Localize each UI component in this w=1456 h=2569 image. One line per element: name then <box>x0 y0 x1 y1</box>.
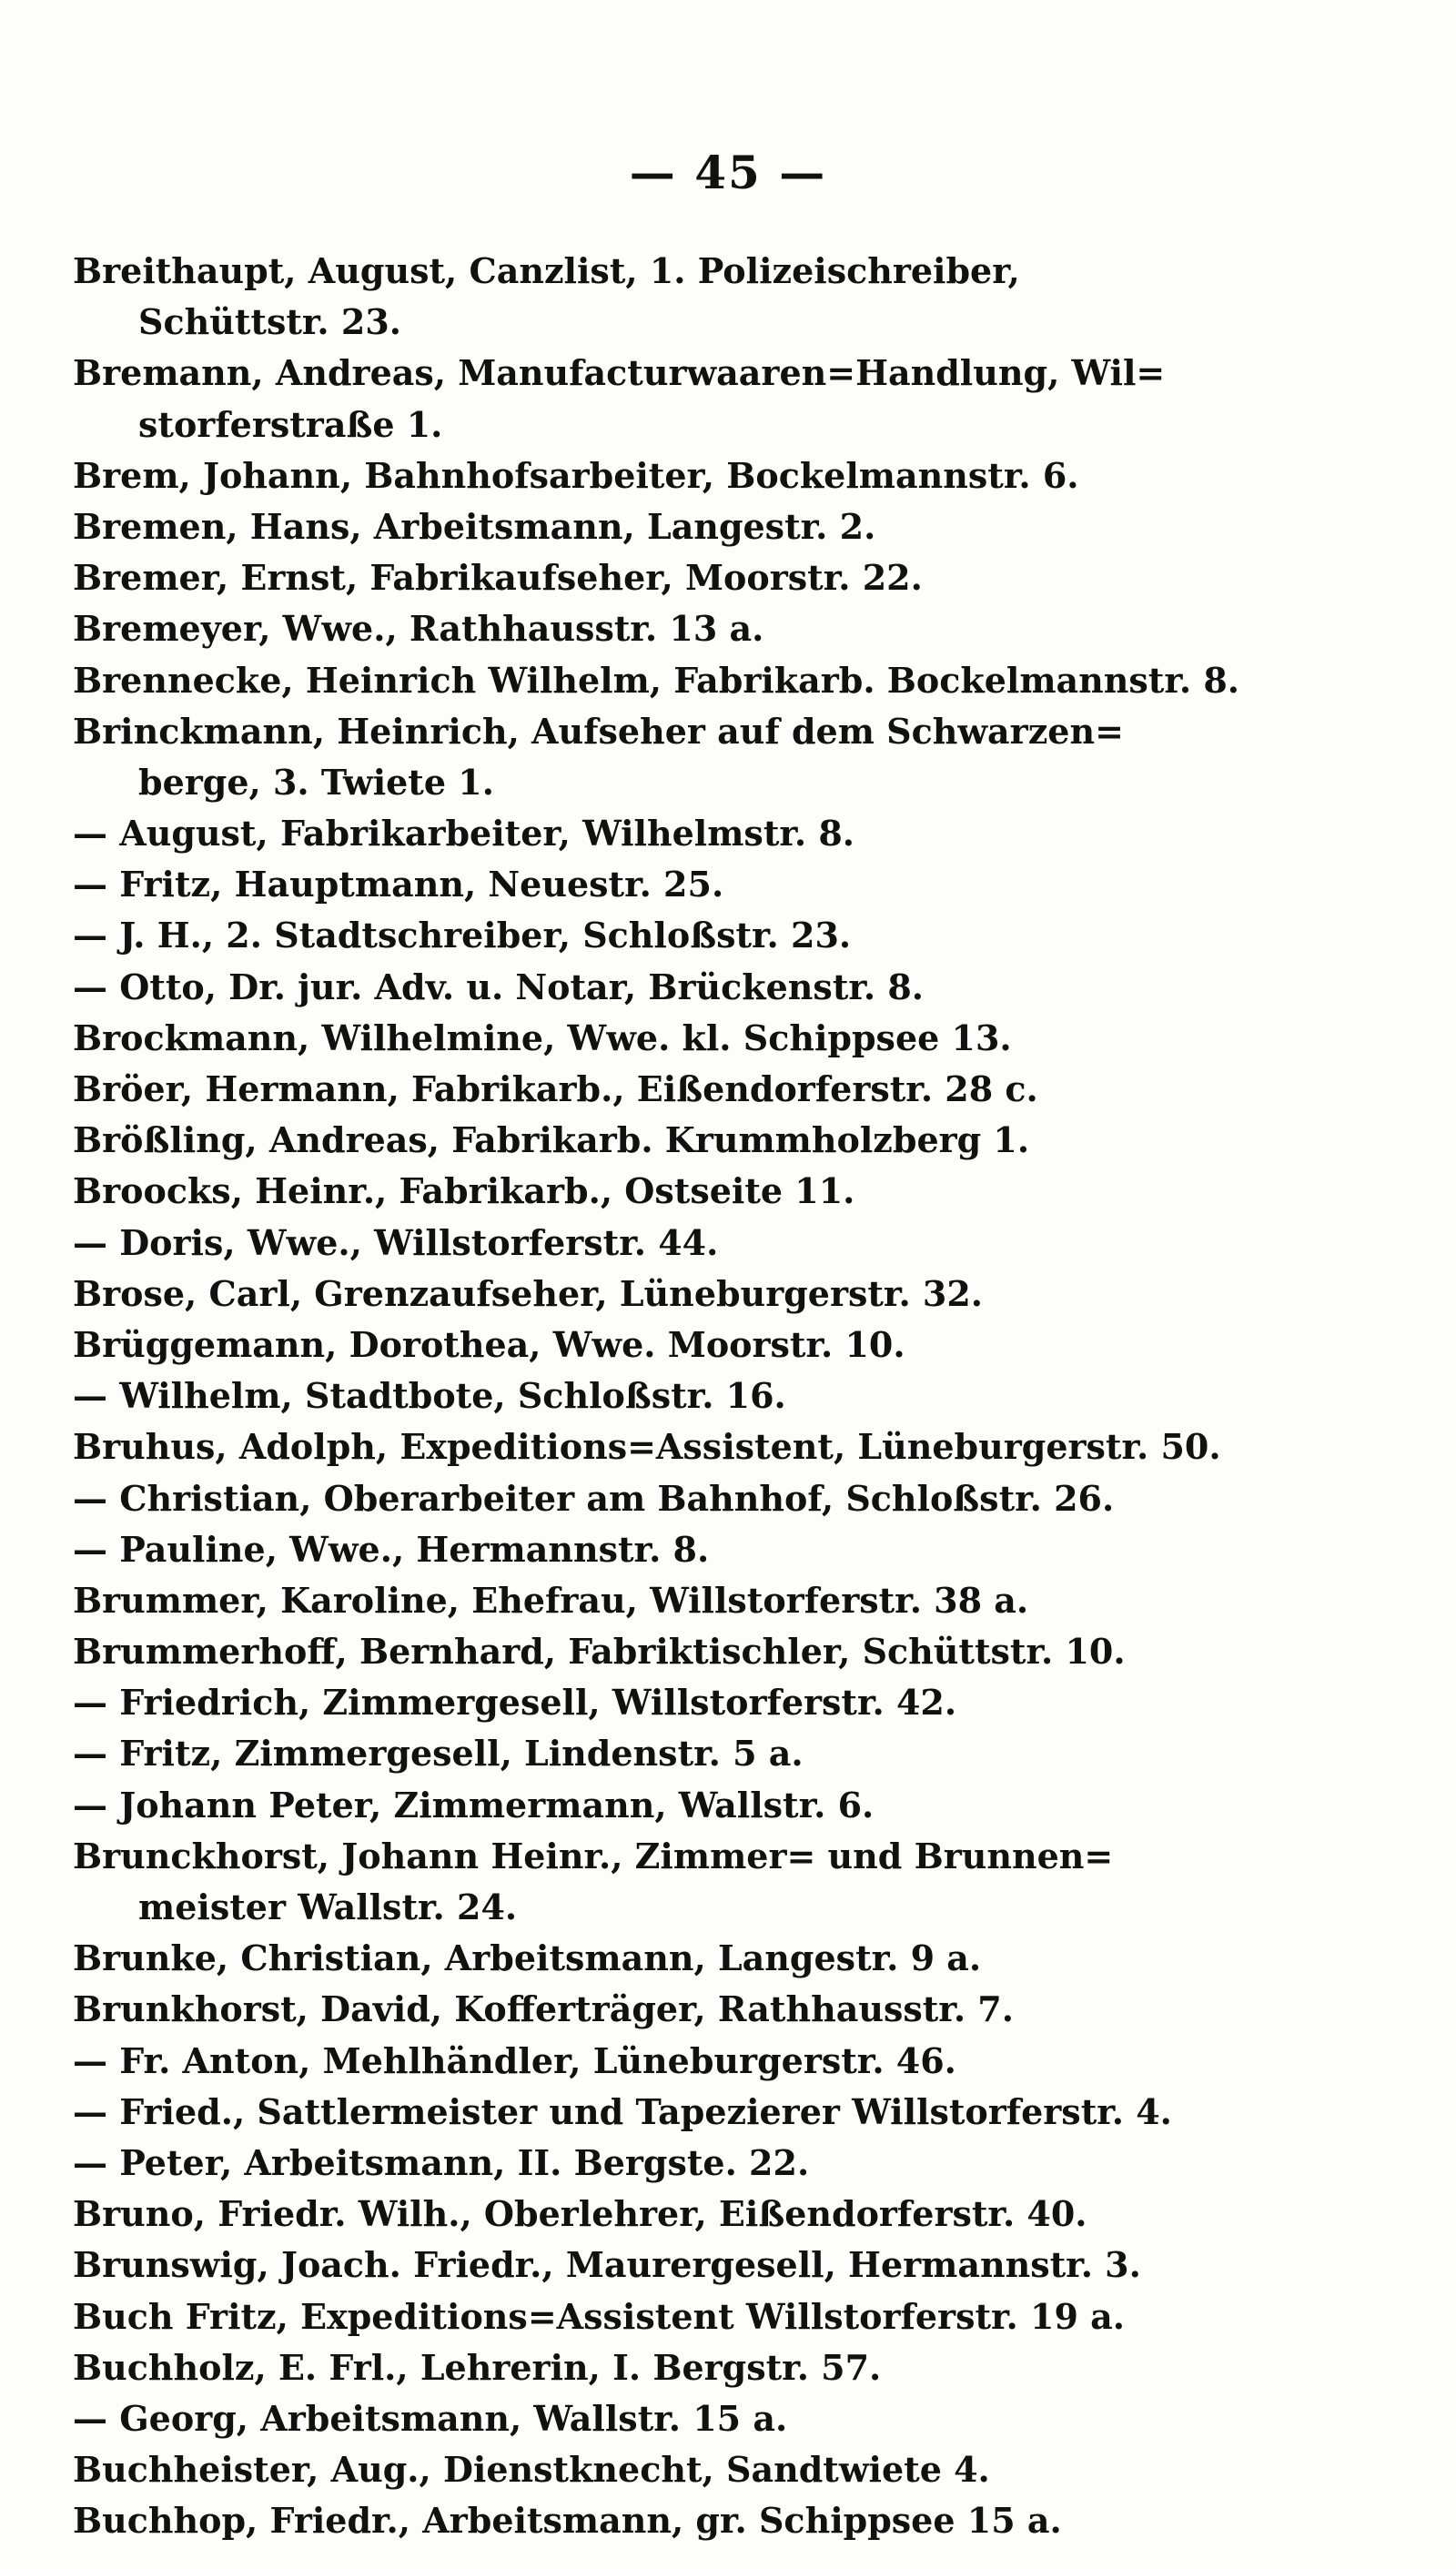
entry-line: — Otto, Dr. jur. Adv. u. Notar, Brückenstr. 8. <box>73 966 925 1007</box>
entry-line: Brose, Carl, Grenzaufseher, Lüneburgerstr. 32. <box>73 1272 984 1314</box>
entry-line: Brunckhorst, Johann Heinr., Zimmer= und Brunnen= <box>73 1835 1114 1876</box>
directory-entries <box>73 246 1410 2546</box>
entry-line: — Wilhelm, Stadtbote, Schloßstr. 16. <box>73 1375 786 1417</box>
entry-line: — Friedrich, Zimmergesell, Willstorferstr. 42. <box>73 1682 957 1724</box>
entry-line: — August, Fabrikarbeiter, Wilhelmstr. 8. <box>73 813 855 855</box>
entry-line: Brockmann, Wilhelmine, Wwe. kl. Schippsee 13. <box>73 1016 1012 1058</box>
entry-line: — Fried., Sattlermeister und Tapezierer Willstorferstr. 4. <box>73 2090 1172 2132</box>
entry-line: Buchholz, E. Frl., Lehrerin, I. Bergstr. 57. <box>73 2346 882 2388</box>
entry-line: — Fritz, Hauptmann, Neuestr. 25. <box>73 864 724 905</box>
entry-line: Brinckmann, Heinrich, Aufseher auf dem Schwarzen= <box>73 710 1124 752</box>
entry-line: Breithaupt, August, Canzlist, 1. Polizeischreiber, <box>73 250 1020 291</box>
entry-line: — J. H., 2. Stadtschreiber, Schloßstr. 23. <box>73 915 852 956</box>
entry-line: — Doris, Wwe., Willstorferstr. 44. <box>73 1221 719 1263</box>
entry-line: — Georg, Arbeitsmann, Wallstr. 15 a. <box>73 2397 788 2439</box>
entry-line: Bremer, Ernst, Fabrikaufseher, Moorstr. 22. <box>73 557 923 599</box>
entry-line: Broocks, Heinr., Fabrikarb., Ostseite 11. <box>73 1170 855 1212</box>
entry-line: — Pauline, Wwe., Hermannstr. 8. <box>73 1528 710 1570</box>
entry-continuation-line: meister Wallstr. 24. <box>138 1886 518 1927</box>
entry-line: Buchheister, Aug., Dienstknecht, Sandtwiete 4. <box>73 2449 990 2491</box>
entry-continuation-line: storferstraße 1. <box>138 403 443 445</box>
entry-continuation-line: Schüttstr. 23. <box>138 301 401 343</box>
entry-line: — Christian, Oberarbeiter am Bahnhof, Schloßstr. 26. <box>73 1477 1115 1519</box>
page-number: — 45 — <box>629 146 827 199</box>
entry-line: — Fr. Anton, Mehlhändler, Lüneburgerstr. 46. <box>73 2039 956 2081</box>
entry-line: Bruhus, Adolph, Expeditions=Assistent, Lüneburgerstr. 50. <box>73 1426 1221 1468</box>
entry-line: — Peter, Arbeitsmann, II. Bergste. 22. <box>73 2141 810 2183</box>
entry-line: Brüggemann, Dorothea, Wwe. Moorstr. 10. <box>73 1323 905 1365</box>
entry-line: Buchhop, Friedr., Arbeitsmann, gr. Schippsee 15 a. <box>73 2500 1062 2542</box>
entry-line: Brößling, Andreas, Fabrikarb. Krummholzberg 1. <box>73 1119 1030 1161</box>
entry-line: Bremann, Andreas, Manufacturwaaren=Handlung, Wil= <box>73 352 1166 394</box>
entry-line: Brunswig, Joach. Friedr., Maurergesell, Hermannstr. 3. <box>73 2244 1141 2286</box>
entry-line: — Johann Peter, Zimmermann, Wallstr. 6. <box>73 1784 875 1826</box>
entry-line: Bruno, Friedr. Wilh., Oberlehrer, Eißendorferstr. 40. <box>73 2193 1087 2235</box>
entry-line: Bremen, Hans, Arbeitsmann, Langestr. 2. <box>73 505 876 547</box>
entry-line: Bröer, Hermann, Fabrikarb., Eißendorferstr. 28 c. <box>73 1068 1038 1109</box>
entry-line: Brummer, Karoline, Ehefrau, Willstorferstr. 38 a. <box>73 1579 1029 1621</box>
entry-line: Brummerhoff, Bernhard, Fabriktischler, Schüttstr. 10. <box>73 1631 1126 1673</box>
entry-continuation-line: berge, 3. Twiete 1. <box>138 761 494 803</box>
entry-line: Brem, Johann, Bahnhofsarbeiter, Bockelmannstr. 6. <box>73 454 1079 496</box>
entry-line: Brennecke, Heinrich Wilhelm, Fabrikarb. Bockelmannstr. 8. <box>73 659 1240 701</box>
entry-line: Brunke, Christian, Arbeitsmann, Langestr. 9 a. <box>73 1937 982 1979</box>
entry-line: Buch Fritz, Expeditions=Assistent Willstorferstr. 19 a. <box>73 2295 1125 2337</box>
entry-line: — Fritz, Zimmergesell, Lindenstr. 5 a. <box>73 1733 804 1775</box>
entry-line: Bremeyer, Wwe., Rathhausstr. 13 a. <box>73 608 764 650</box>
entry-line: Brunkhorst, David, Kofferträger, Rathhausstr. 7. <box>73 1988 1014 2030</box>
